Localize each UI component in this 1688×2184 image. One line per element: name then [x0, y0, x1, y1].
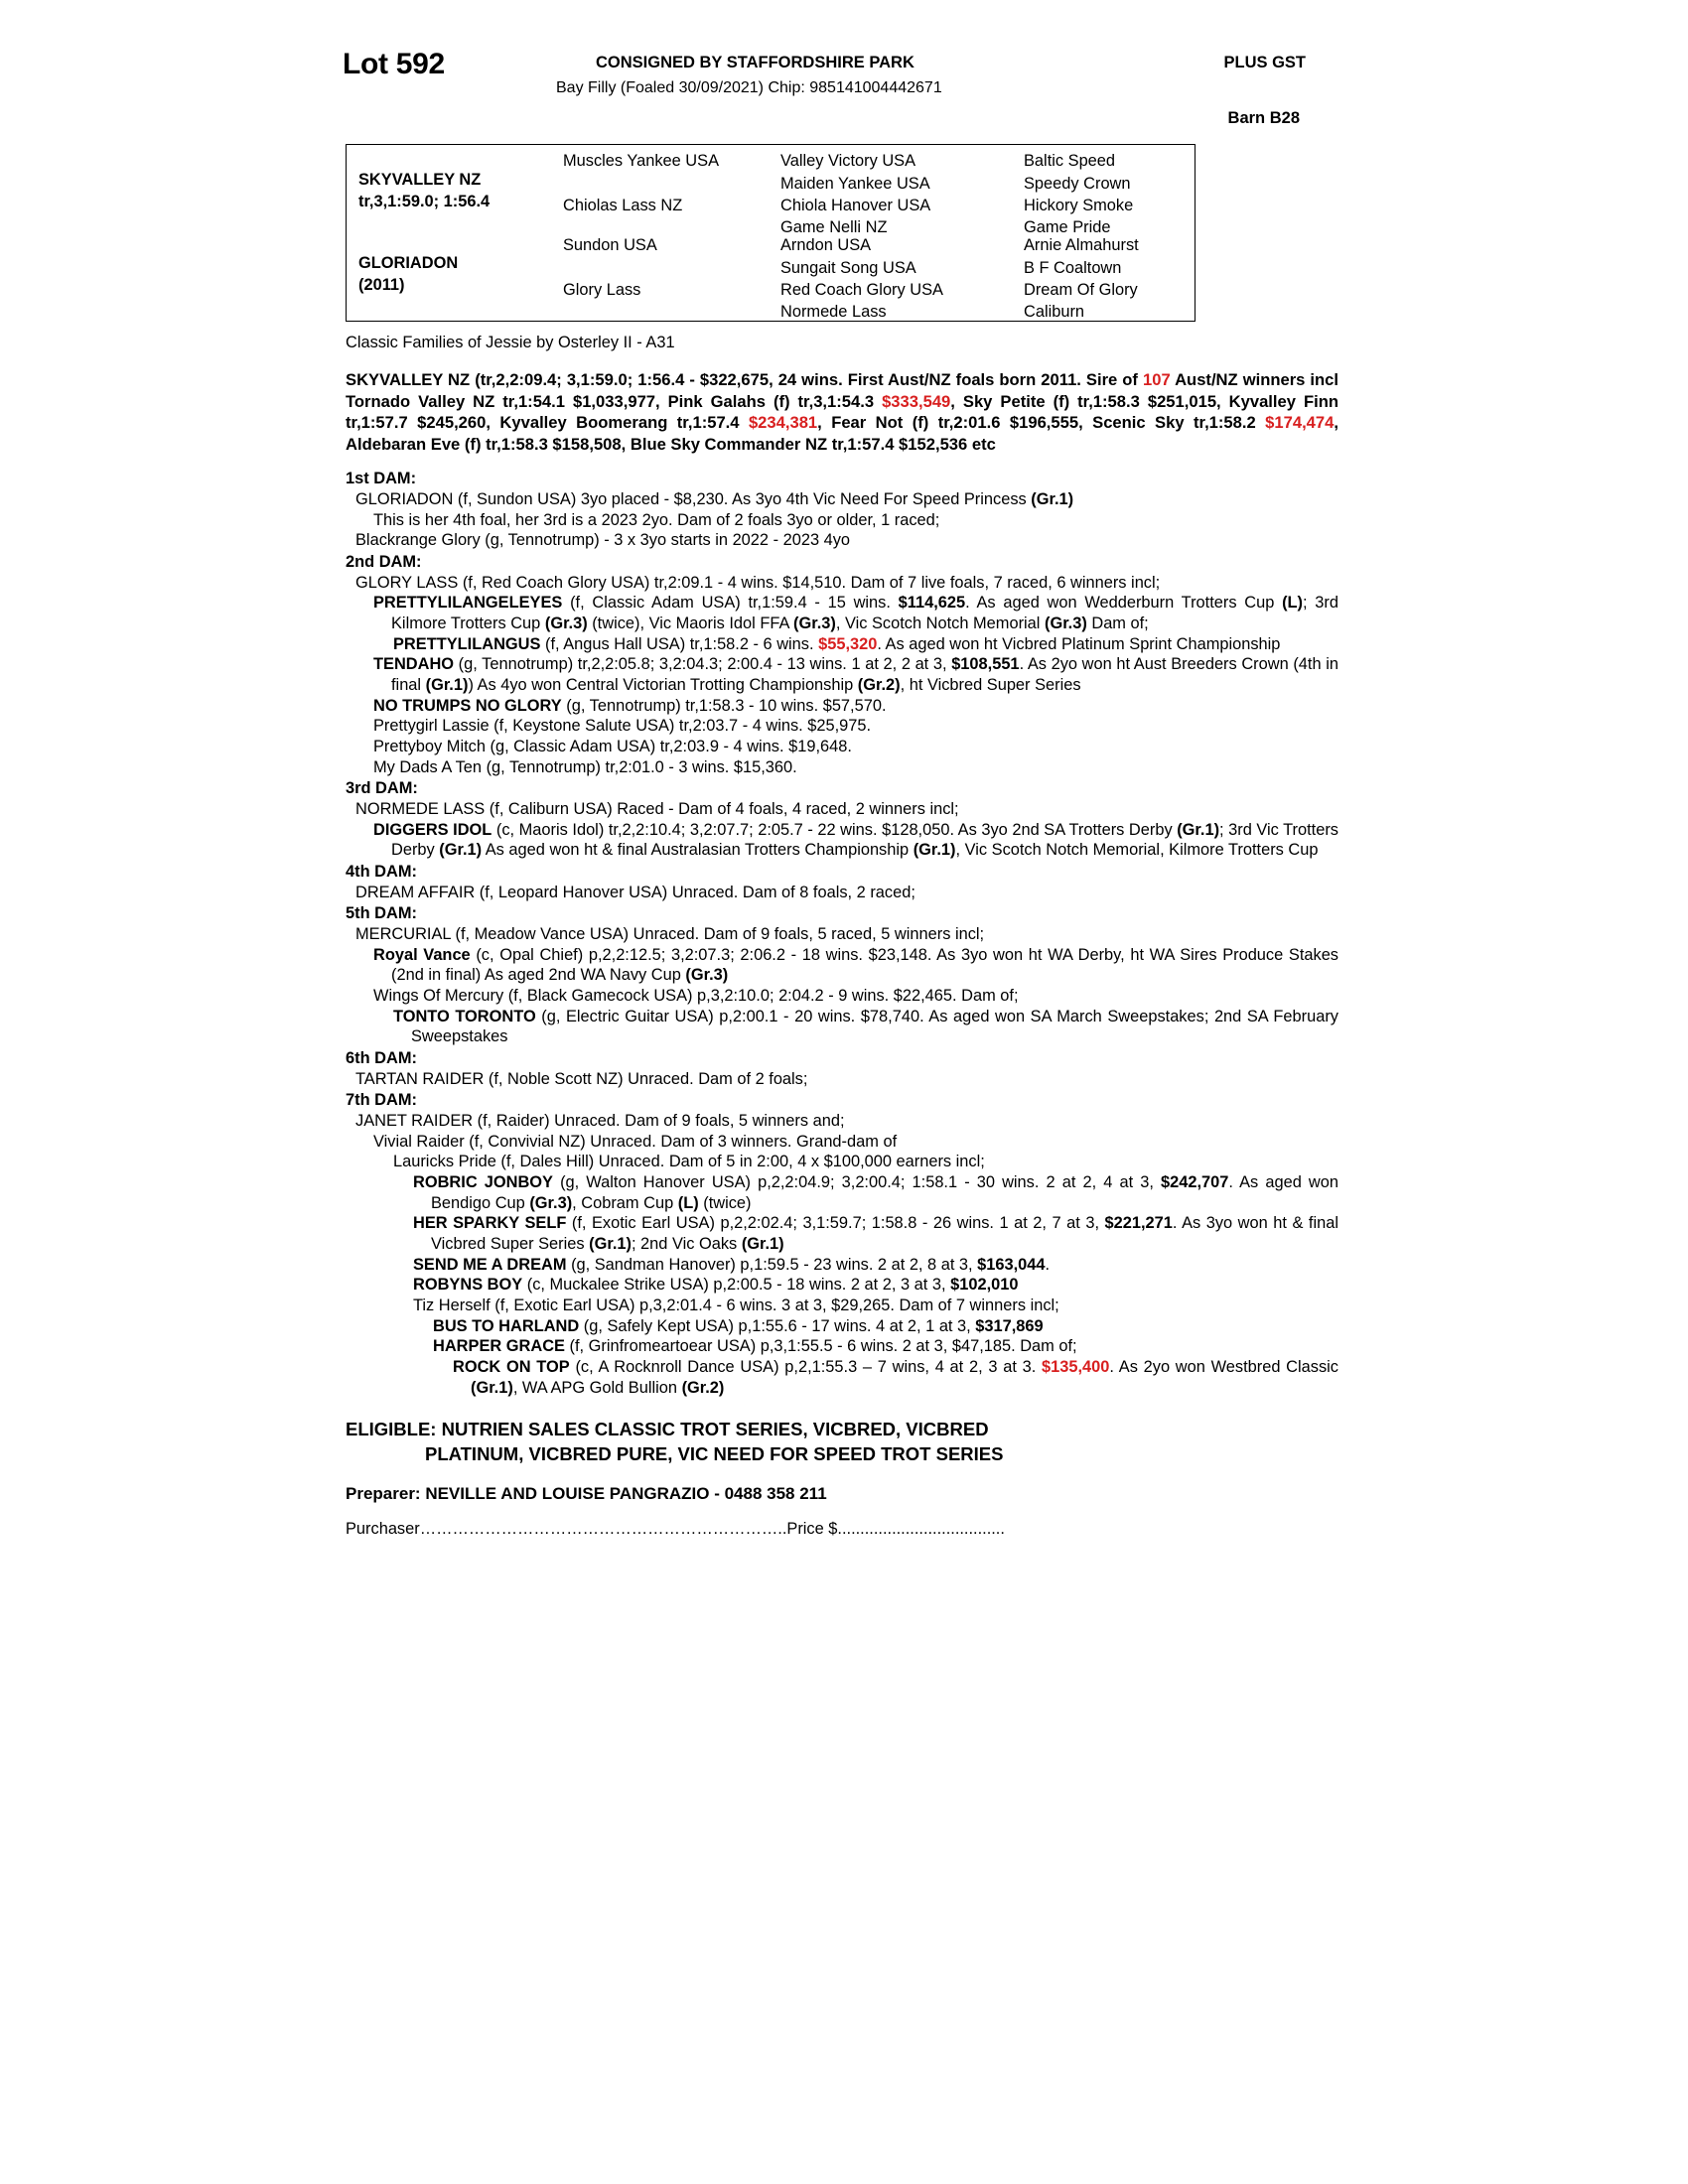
- sire-record: tr,3,1:59.0; 1:56.4: [358, 193, 491, 210]
- pedigree-entry: [346, 1111, 1338, 1132]
- dam-dam: Glory Lass: [563, 281, 641, 299]
- entry-text: $242,707: [1161, 1173, 1229, 1192]
- entry-text: (f, Leopard Hanover USA) Unraced. Dam of 8 foals, 2 raced;: [475, 883, 915, 901]
- entry-text: (Gr.1): [913, 841, 956, 860]
- entry-text: (twice), Vic Maoris Idol FFA: [587, 614, 794, 632]
- dam-name: GLORIADON: [358, 254, 459, 272]
- pedigree-entry: [346, 654, 1338, 695]
- barn-number: Barn B28: [1227, 109, 1300, 127]
- sire-gp3: Chiola Hanover USA: [780, 197, 931, 214]
- pedigree-entry: [346, 1316, 1338, 1337]
- preparer-line: Preparer: NEVILLE AND LOUISE PANGRAZIO - 0488 358 211: [346, 1483, 827, 1503]
- sire-ggp1: Baltic Speed: [1024, 152, 1116, 170]
- entry-text: . As aged won Bendigo Cup: [431, 1173, 1338, 1212]
- entry-text: (Gr.1): [1031, 489, 1074, 508]
- entry-text: PRETTYLILANGUS: [393, 634, 541, 653]
- pedigree-entry: [346, 924, 1338, 945]
- pedigree-entry: [346, 510, 1338, 531]
- pedigree-entry: [346, 1132, 1338, 1153]
- entry-text: . As 2yo won ht Aust Breeders Crown (4th in final: [391, 655, 1338, 694]
- entry-text: , WA APG Gold Bullion: [512, 1378, 682, 1397]
- entry-text: (Gr.1): [425, 675, 469, 694]
- entry-text: HER SPARKY SELF: [413, 1214, 567, 1233]
- sire-summary-p4: , Fear Not (f) tr,2:01.6 $196,555, Scenic Sky tr,1:58.2: [817, 413, 1266, 433]
- purchaser-line: Purchaser…………………………………………………………..Price $.....................................: [346, 1519, 1005, 1538]
- entry-text: NO TRUMPS NO GLORY: [373, 696, 562, 715]
- entry-text: (Gr.1): [471, 1378, 513, 1397]
- dam-heading: 1st DAM:: [346, 470, 417, 488]
- pedigree-entry: [346, 737, 1338, 757]
- entry-text: Lauricks Pride (f, Dales Hill) Unraced. Dam of 5 in 2:00, 4 x $100,000 earners incl;: [393, 1153, 985, 1171]
- pedigree-entry: [346, 1172, 1338, 1213]
- eligibility-line-2: PLATINUM, VICBRED PURE, VIC NEED FOR SPEED TROT SERIES: [425, 1442, 1004, 1464]
- sire-gp1: Valley Victory USA: [780, 152, 916, 170]
- entry-text: NORMEDE LASS: [355, 800, 486, 818]
- entry-text: As aged won ht & final Australasian Trotters Championship: [482, 841, 914, 860]
- entry-text: (g, Walton Hanover USA) p,2,2:04.9; 3,2:00.4; 1:58.1 - 30 wins. 2 at 2, 4 at 3,: [552, 1173, 1161, 1192]
- entry-text: ; 3rd Vic Trotters Derby: [391, 820, 1339, 860]
- sire-ggp4: Game Pride: [1024, 218, 1111, 236]
- sire-dam: Chiolas Lass NZ: [563, 197, 683, 214]
- sire-earning-2: $234,381: [748, 413, 818, 433]
- sire-ggp3: Hickory Smoke: [1024, 197, 1134, 214]
- entry-text: (f, Exotic Earl USA) p,2,2:02.4; 3,1:59.7; 1:58.8 - 26 wins. 1 at 2, 7 at 3,: [566, 1214, 1105, 1233]
- pedigree-entry: [346, 883, 1338, 903]
- entry-text: $135,400: [1042, 1358, 1110, 1377]
- entry-text: , Vic Scotch Notch Memorial: [835, 614, 1045, 632]
- entry-text: (Gr.1): [439, 841, 483, 860]
- classic-families: Classic Families of Jessie by Osterley II - A31: [346, 334, 675, 351]
- entry-text: HARPER GRACE: [433, 1337, 565, 1356]
- entry-text: ; 2nd Vic Oaks: [631, 1235, 742, 1254]
- entry-text: ROCK ON TOP: [453, 1358, 570, 1377]
- entry-text: (Gr.3): [544, 614, 588, 632]
- entry-text: (f, Noble Scott NZ) Unraced. Dam of 2 foals;: [484, 1069, 808, 1088]
- entry-text: (c, Maoris Idol) tr,2,2:10.4; 3,2:07.7; 2:05.7 - 22 wins. $128,050. As 3yo 2nd SA Trotters Derby: [492, 820, 1178, 839]
- entry-text: (c, A Rocknroll Dance USA) p,2,1:55.3 – 7 wins, 4 at 2, 3 at 3.: [569, 1358, 1043, 1377]
- entry-text: . As 3yo won ht & final Vicbred Super Series: [431, 1214, 1338, 1254]
- pedigree-entry: [346, 986, 1338, 1007]
- entry-text: TARTAN RAIDER: [355, 1069, 485, 1088]
- sire-earning-3: $174,474: [1265, 413, 1335, 433]
- entry-text: .: [1045, 1255, 1051, 1274]
- entry-text: DREAM AFFAIR: [355, 883, 476, 901]
- dam-gp1: Arndon USA: [780, 236, 872, 254]
- entry-text: , ht Vicbred Super Series: [900, 675, 1081, 694]
- entry-text: (g, Tennotrump) tr,2,2:05.8; 3,2:04.3; 2:00.4 - 13 wins. 1 at 2, 2 at 3,: [454, 655, 952, 674]
- pedigree-entry: [346, 1069, 1338, 1090]
- entry-text: $114,625: [898, 594, 966, 613]
- eligibility-block: [346, 1418, 1338, 1465]
- pedigree-entry: [346, 716, 1338, 737]
- pedigree-entry: [346, 1152, 1338, 1172]
- sire-sire: Muscles Yankee USA: [563, 152, 719, 170]
- entry-text: (f, Classic Adam USA) tr,1:59.4 - 15 wins.: [562, 594, 899, 613]
- pedigree-entry: [346, 757, 1338, 778]
- dam-gp3: Red Coach Glory USA: [780, 281, 943, 299]
- pedigree-entry: [346, 573, 1338, 594]
- entry-text: TONTO TORONTO: [393, 1007, 536, 1025]
- entry-text: $108,551: [951, 655, 1020, 674]
- dam-ggp4: Caliburn: [1024, 303, 1085, 321]
- entry-text: GLORIADON: [355, 489, 454, 508]
- entry-text: (f, Angus Hall USA) tr,1:58.2 - 6 wins.: [540, 634, 819, 653]
- entry-text: My Dads A Ten (g, Tennotrump) tr,2:01.0 - 3 wins. $15,360.: [373, 757, 797, 776]
- entry-text: (Gr.1): [1177, 820, 1220, 839]
- sire-gp4: Game Nelli NZ: [780, 218, 888, 236]
- eligibility-line-1: ELIGIBLE: NUTRIEN SALES CLASSIC TROT SERIES, VICBRED, VICBRED: [346, 1419, 989, 1440]
- sire-winner-count: 107: [1142, 370, 1171, 389]
- entry-text: (Gr.3): [685, 966, 729, 985]
- pedigree-entry: [346, 799, 1338, 820]
- dam-ggp1: Arnie Almahurst: [1024, 236, 1139, 254]
- dam-heading: 5th DAM:: [346, 904, 417, 923]
- entry-text: PRETTYLILANGELEYES: [373, 594, 563, 613]
- dam-heading: 6th DAM:: [346, 1049, 417, 1068]
- entry-text: Prettygirl Lassie (f, Keystone Salute USA) tr,2:03.7 - 4 wins. $25,975.: [373, 717, 872, 736]
- dam-heading: 3rd DAM:: [346, 779, 418, 798]
- dam-year: (2011): [358, 276, 405, 294]
- entry-text: (Gr.3): [793, 614, 836, 632]
- dam-heading: 7th DAM:: [346, 1091, 417, 1110]
- entry-text: This is her 4th foal, her 3rd is a 2023 2yo. Dam of 2 foals 3yo or older, 1 raced;: [373, 510, 940, 529]
- entry-text: Royal Vance: [373, 945, 471, 964]
- sire-ggp2: Speedy Crown: [1024, 175, 1131, 193]
- entry-text: (g, Electric Guitar USA) p,2:00.1 - 20 wins. $78,740. As aged won SA March Sweepstakes; 2nd SA February Sweepstakes: [411, 1007, 1338, 1046]
- dam-ggp2: B F Coaltown: [1024, 259, 1122, 277]
- entry-text: (g, Safely Kept USA) p,1:55.6 - 17 wins. 4 at 2, 1 at 3,: [579, 1316, 976, 1335]
- entry-text: $221,271: [1104, 1214, 1173, 1233]
- entry-text: TENDAHO: [373, 655, 455, 674]
- entry-text: (Gr.3): [529, 1193, 573, 1212]
- entry-text: (Gr.2): [681, 1378, 725, 1397]
- pedigree-entry: [346, 1255, 1338, 1276]
- dam-gp2: Sungait Song USA: [780, 259, 916, 277]
- entry-text: . As aged won Wedderburn Trotters Cup: [965, 594, 1283, 613]
- consignor-line: CONSIGNED BY STAFFORDSHIRE PARK: [596, 54, 914, 71]
- sire-summary-p3: , Sky Petite (f) tr,1:58.3 $251,015, Kyvalley Finn tr,1:57.7 $245,260, Kyvalley Boomerang tr,1:57.4: [346, 391, 1338, 433]
- entry-text: (c, Opal Chief) p,2,2:12.5; 3,2:07.3; 2:06.2 - 18 wins. $23,148. As 3yo won ht WA Derby, ht WA Sires Produce Stakes (2nd in final) As aged 2nd WA Navy Cup: [391, 945, 1338, 985]
- entry-text: $102,010: [950, 1276, 1019, 1295]
- pedigree-table: [346, 144, 1196, 322]
- pedigree-entry: [346, 1296, 1338, 1316]
- entry-text: Tiz Herself (f, Exotic Earl USA) p,3,2:01.4 - 6 wins. 3 at 3, $29,265. Dam of 7 winners incl;: [413, 1297, 1059, 1315]
- entry-text: $163,044: [977, 1255, 1046, 1274]
- entry-text: ROBRIC JONBOY: [413, 1173, 553, 1192]
- pedigree-entry: [346, 593, 1338, 633]
- sire-summary: [346, 369, 1338, 455]
- sire-summary-p5: , Aldebaran Eve (f) tr,1:58.3 $158,508, Blue Sky Commander NZ tr,1:57.4 $152,536 etc: [346, 413, 1338, 454]
- entry-text: (Gr.1): [589, 1235, 632, 1254]
- dam-heading: 4th DAM:: [346, 863, 417, 882]
- entry-text: MERCURIAL: [355, 925, 451, 944]
- entry-text: GLORY LASS: [355, 573, 459, 592]
- entry-text: . As aged won ht Vicbred Platinum Sprint Championship: [877, 634, 1281, 653]
- entry-text: ROBYNS BOY: [413, 1276, 523, 1295]
- dam-sire: Sundon USA: [563, 236, 657, 254]
- entry-text: DIGGERS IDOL: [373, 820, 492, 839]
- entry-text: (c, Muckalee Strike USA) p,2:00.5 - 18 wins. 2 at 2, 3 at 3,: [522, 1276, 951, 1295]
- entry-text: , Vic Scotch Notch Memorial, Kilmore Trotters Cup: [955, 841, 1319, 860]
- entry-text: $317,869: [975, 1316, 1044, 1335]
- pedigree-entry: [346, 1357, 1338, 1398]
- page-header: [343, 40, 1345, 134]
- entry-text: (Gr.1): [741, 1235, 784, 1254]
- entry-text: JANET RAIDER: [355, 1112, 474, 1131]
- sire-name: SKYVALLEY NZ: [358, 171, 482, 189]
- pedigree-entry: [346, 1213, 1338, 1254]
- pedigree-entry: [346, 1275, 1338, 1296]
- entry-text: Vivial Raider (f, Convivial NZ) Unraced. Dam of 3 winners. Grand-dam of: [373, 1132, 898, 1151]
- gst-note: PLUS GST: [1223, 54, 1306, 71]
- entry-text: (f, Raider) Unraced. Dam of 9 foals, 5 winners and;: [473, 1112, 845, 1131]
- entry-text: ) As 4yo won Central Victorian Trotting Championship: [468, 675, 858, 694]
- entry-text: Dam of;: [1086, 614, 1149, 632]
- entry-text: (Gr.3): [1044, 614, 1087, 632]
- entry-text: (L): [1282, 594, 1303, 613]
- entry-text: Prettyboy Mitch (g, Classic Adam USA) tr,2:03.9 - 4 wins. $19,648.: [373, 737, 852, 755]
- entry-text: . As 2yo won Westbred Classic: [1109, 1358, 1338, 1377]
- entry-text: (g, Sandman Hanover) p,1:59.5 - 23 wins. 2 at 2, 8 at 3,: [566, 1255, 978, 1274]
- entry-text: $55,320: [818, 634, 878, 653]
- catalogue-sheet: [343, 40, 1345, 1539]
- entry-text: (f, Red Coach Glory USA) tr,2:09.1 - 4 wins. $14,510. Dam of 7 live foals, 7 raced, 6 winners incl;: [458, 573, 1161, 592]
- entry-text: , Cobram Cup: [572, 1193, 678, 1212]
- pedigree-entry: [346, 489, 1338, 510]
- pedigree-entry: [346, 530, 1338, 551]
- sire-earning-1: $333,549: [882, 391, 951, 411]
- pedigree-entry: [346, 634, 1338, 655]
- sire-gp2: Maiden Yankee USA: [780, 175, 930, 193]
- horse-description: Bay Filly (Foaled 30/09/2021) Chip: 985141004442671: [556, 79, 942, 96]
- entry-text: ; 3rd Kilmore Trotters Cup: [391, 594, 1338, 632]
- entry-text: (f, Meadow Vance USA) Unraced. Dam of 9 foals, 5 raced, 5 winners incl;: [450, 925, 985, 944]
- dam-gp4: Normede Lass: [780, 303, 887, 321]
- entry-text: SEND ME A DREAM: [413, 1255, 567, 1274]
- pedigree-entry: [346, 945, 1338, 986]
- entry-text: (twice): [698, 1193, 752, 1212]
- dam-ggp3: Dream Of Glory: [1024, 281, 1138, 299]
- pedigree-entry: [346, 1336, 1338, 1357]
- entry-text: (L): [677, 1193, 699, 1212]
- pedigree-entry: [346, 696, 1338, 717]
- entry-text: BUS TO HARLAND: [433, 1316, 580, 1335]
- entry-text: (g, Tennotrump) tr,1:58.3 - 10 wins. $57,570.: [561, 696, 887, 715]
- entry-text: (f, Caliburn USA) Raced - Dam of 4 foals, 4 raced, 2 winners incl;: [485, 800, 959, 818]
- lot-number: Lot 592: [343, 48, 445, 80]
- pedigree-entry: [346, 820, 1338, 861]
- dam-heading: 2nd DAM:: [346, 552, 422, 571]
- entry-text: (Gr.2): [857, 675, 901, 694]
- pedigree-entry: [346, 1007, 1338, 1047]
- entry-text: (f, Grinfromeartoear USA) p,3,1:55.5 - 6 wins. 2 at 3, $47,185. Dam of;: [564, 1337, 1077, 1356]
- entry-text: Wings Of Mercury (f, Black Gamecock USA) p,3,2:10.0; 2:04.2 - 9 wins. $22,465. Dam of;: [373, 987, 1019, 1006]
- sire-summary-p2: Aust/NZ winners incl Tornado Valley NZ tr,1:54.1 $1,033,977, Pink Galahs (f) tr,3,1:54.3: [346, 370, 1338, 411]
- entry-text: Blackrange Glory (g, Tennotrump) - 3 x 3yo starts in 2022 - 2023 4yo: [355, 531, 851, 550]
- entry-text: (f, Sundon USA) 3yo placed - $8,230. As 3yo 4th Vic Need For Speed Princess: [453, 489, 1032, 508]
- dam-list: [346, 469, 1338, 1398]
- sire-summary-p1: SKYVALLEY NZ (tr,2,2:09.4; 3,1:59.0; 1:56.4 - $322,675, 24 wins. First Aust/NZ foals born 2011. Sire of: [346, 370, 1143, 389]
